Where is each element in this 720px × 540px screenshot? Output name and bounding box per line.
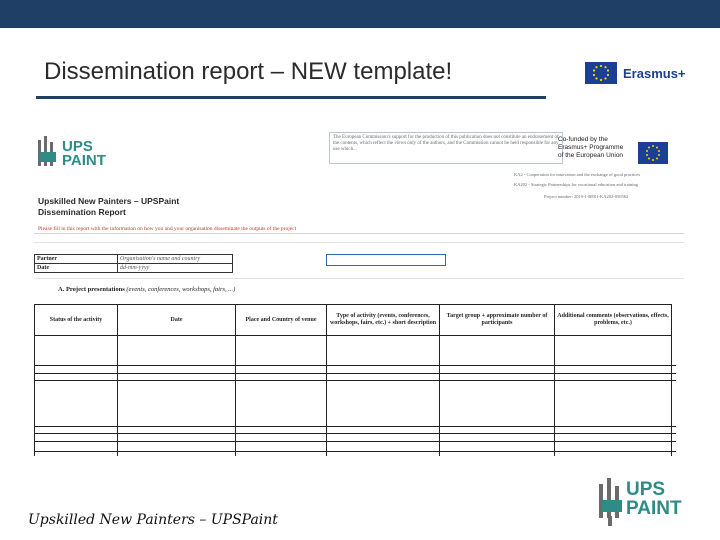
table-row-line (34, 441, 676, 442)
col-date: Date (118, 305, 236, 336)
section-a-sub: (events, conferences, workshops, fairs, ...) (126, 286, 236, 293)
table-row (35, 336, 672, 457)
table-row-line (34, 426, 676, 427)
ups-paint-wordmark (62, 140, 106, 168)
partner-value: Organisation's name and country (118, 255, 233, 264)
partner-label: Partner (35, 255, 118, 264)
table-row-line (34, 433, 676, 434)
eu-flag-small-icon (638, 142, 668, 164)
logo-line1: UPS (62, 138, 93, 155)
logo-line2: PAINT (62, 152, 106, 169)
eu-disclaimer: The European Commission's support for the production of this publication does not constitute an endorsement of the contents, which reflect the views only of the authors, and the Commission cannot be held responsible for any use which... (329, 132, 563, 164)
ups-paint-logo-small (34, 130, 124, 178)
table-row-line (34, 380, 676, 381)
logo-line1: UPS (626, 479, 666, 500)
table-row-line (34, 365, 676, 366)
table-row (35, 255, 233, 264)
eu-flag-icon (585, 62, 617, 84)
title-underline (36, 96, 546, 99)
date-value: dd-mm-yyyy (118, 264, 233, 273)
partner-info-table (34, 254, 233, 273)
doc-heading-2: Dissemination Report (38, 207, 126, 217)
table-header-row (35, 305, 672, 336)
table-cell (327, 336, 440, 457)
col-type: Type of activity (events, conferences, workshops, fairs, etc.) + short description (327, 305, 440, 336)
date-label: Date (35, 264, 118, 273)
cofund-line1: Co-funded by the (558, 136, 608, 143)
selection-box (326, 254, 446, 266)
doc-instruction: Please fill in this report with the information on how you and your organisation disseminate the outputs of the project (38, 226, 297, 232)
report-template-image (34, 130, 684, 460)
table-row (35, 264, 233, 273)
col-comments: Additional comments (observations, effects, problems, etc.) (555, 305, 672, 336)
table-cell (35, 336, 118, 457)
ups-paint-wordmark-large (626, 480, 682, 518)
table-row-line (34, 451, 676, 452)
ref-line-1: KA2 - Cooperation for innovation and the exchange of good practices (514, 172, 640, 177)
logo-line2: PAINT (626, 498, 682, 519)
col-place: Place and Country of venue (236, 305, 327, 336)
divider (34, 242, 684, 243)
table-cell (440, 336, 555, 457)
table-cell (118, 336, 236, 457)
erasmus-label: Erasmus+ (623, 65, 686, 81)
slide-footer: Upskilled New Painters – UPSPaint (28, 512, 278, 528)
cofund-line3: of the European Union (558, 152, 624, 159)
doc-heading-1: Upskilled New Painters – UPSPaint (38, 196, 180, 206)
top-bar (0, 0, 720, 28)
table-cell (236, 336, 327, 457)
table-row-line (34, 373, 676, 374)
slide-title: Dissemination report – NEW template! (44, 58, 453, 85)
table-cell (555, 336, 672, 457)
ref-line-2: KA202 - Strategic Partnerships for vocational education and training (514, 182, 638, 187)
col-status: Status of the activity (35, 305, 118, 336)
col-target: Target group + approximate number of participants (440, 305, 555, 336)
divider (34, 278, 684, 279)
erasmus-logo (585, 62, 686, 84)
divider (34, 233, 684, 234)
section-a-label: A. Project presentations (58, 286, 125, 293)
ref-line-3: Project number: 2019-1-BE01-KA202-050562 (544, 194, 629, 199)
ups-paint-logo (596, 474, 696, 528)
section-a-heading (58, 286, 235, 293)
cofund-line2: Erasmus+ Programme (558, 144, 624, 151)
